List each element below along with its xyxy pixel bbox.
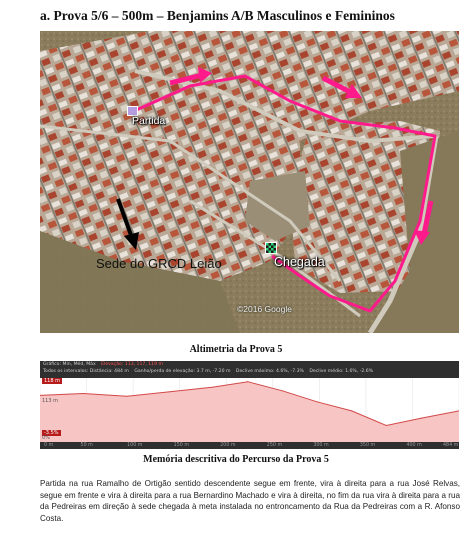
- elevation-plot-area: [40, 378, 459, 442]
- header-avg-slope: Declive médio: 1.6%, -2.6%: [309, 369, 374, 374]
- elevation-point: [169, 391, 170, 392]
- elevation-point: [317, 401, 318, 402]
- section-heading: a. Prova 5/6 – 500m – Benjamins A/B Masculinos e Femininos: [40, 8, 395, 23]
- x-tick-label: 0 m: [44, 443, 54, 448]
- x-tick-label: 350 m: [359, 443, 376, 448]
- route-map: [40, 31, 459, 333]
- x-tick-label: 300 m: [313, 443, 329, 448]
- y-zero-label: 0%: [42, 435, 50, 441]
- finish-label: Chegada: [274, 255, 325, 269]
- x-tick-label: 150 m: [173, 443, 190, 448]
- x-tick-label: 250 m: [266, 443, 283, 448]
- elevation-point: [282, 390, 283, 391]
- elevation-point: [386, 425, 387, 426]
- header-max-slope: Declive máximo: 4.6%, -7.3%: [235, 369, 304, 374]
- elevation-point: [213, 387, 214, 388]
- start-label: Partida: [132, 115, 166, 127]
- header-graph-label: Gráfico: Mín, Méd, Máx: [43, 362, 96, 367]
- aerial-imagery: [40, 31, 459, 333]
- elevation-header: [40, 361, 459, 377]
- header-gain-loss: Ganho/perda de elevação: 3.7 m, -7.20 m: [134, 369, 231, 374]
- route-description: Partida na rua Ramalho de Ortigão sentido descendente segue em frente, vira à direita para a rua José Relvas, segue em frente e vira à direita para a rua Bernardino Machado e vira à direita, no fim da rua vira à direita para a rua da Pedreiras em direção à sede chegada à meta instalada no entroncamento da Rua da Pedreiras com a R. Afonso Costa.: [40, 479, 460, 524]
- x-tick-label: 400 m: [406, 443, 422, 448]
- y-min-badge: -3.5%: [44, 430, 59, 436]
- elevation-point: [420, 418, 421, 419]
- elevation-area: [40, 382, 459, 442]
- description-caption: Memória descritiva do Percurso da Prova 5: [143, 454, 329, 465]
- header-elevation: Elevação: 113, 117, 119 m: [101, 362, 163, 367]
- club-label: Sede do GRCD Leião: [96, 256, 222, 271]
- x-tick-label: 50 m: [80, 443, 93, 448]
- y-mid-label: 113 m: [42, 398, 59, 404]
- x-tick-label: 100 m: [127, 443, 143, 448]
- elevation-profile: [40, 361, 459, 449]
- map-watermark: ©2016 Google: [237, 304, 292, 314]
- x-tick-label: 484 m: [443, 443, 459, 448]
- x-axis: [40, 442, 459, 449]
- x-tick-label: 200 m: [220, 443, 236, 448]
- elevation-point: [126, 396, 127, 397]
- elevation-point: [83, 393, 84, 394]
- elevation-point: [247, 381, 248, 382]
- header-distance: Todos os intervalos: Distância: 484 m: [43, 369, 129, 374]
- finish-flag-icon: [265, 242, 277, 254]
- elevation-point: [351, 410, 352, 411]
- altimetry-caption: Altimetria da Prova 5: [189, 344, 283, 355]
- y-max-badge: 118 m: [44, 378, 61, 384]
- elevation-chart: [40, 378, 459, 442]
